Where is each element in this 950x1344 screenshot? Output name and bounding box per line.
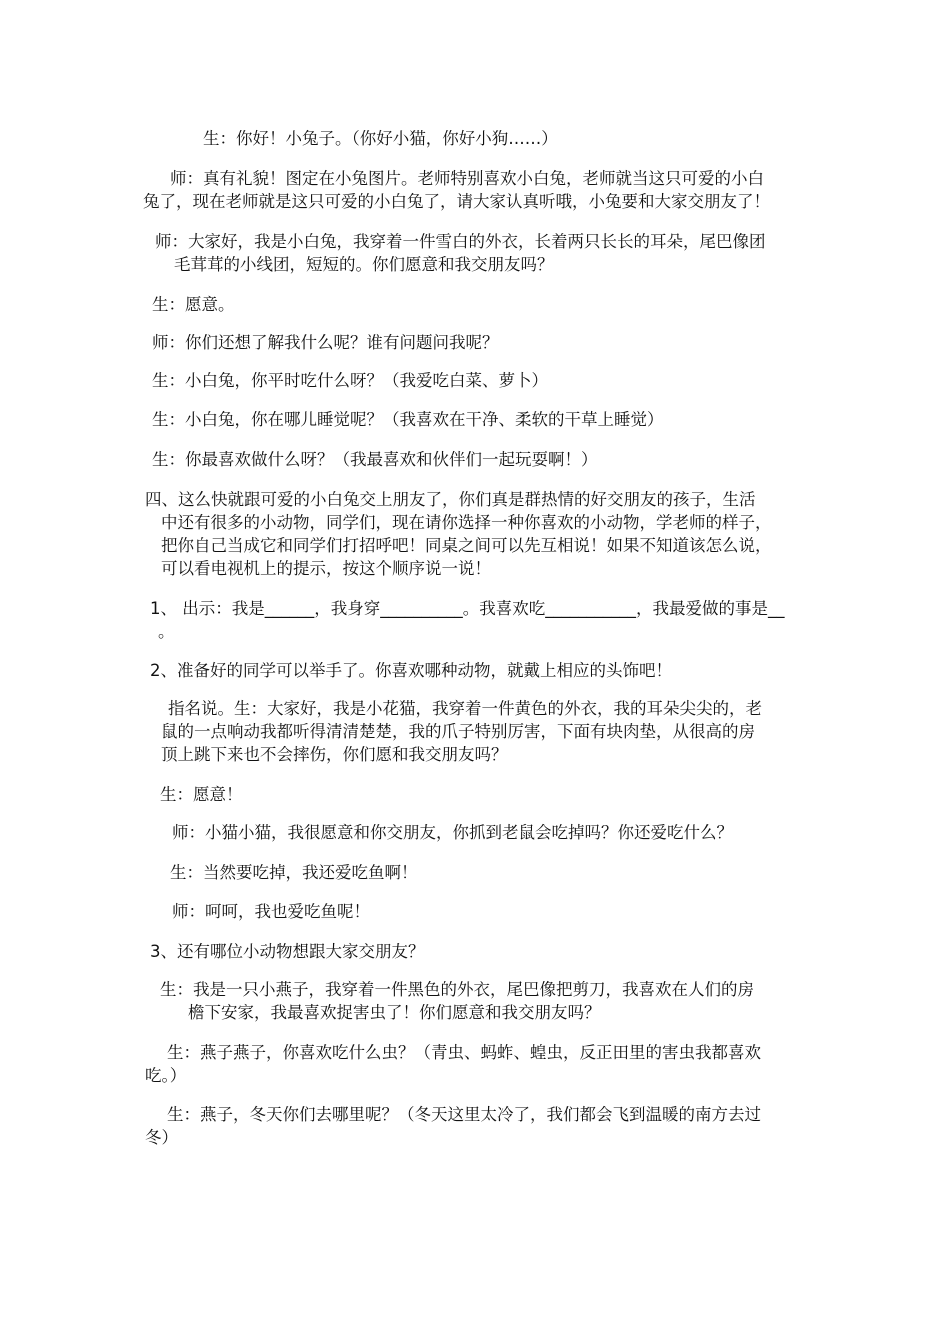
text-line: 顶上跳下来也不会摔伤，你们愿和我交朋友吗？ bbox=[161, 745, 508, 764]
text-line: 中还有很多的小动物，同学们，现在请你选择一种你喜欢的小动物，学老师的样子， bbox=[161, 513, 772, 532]
text-line: 指名说。生：大家好，我是小花猫，我穿着一件黄色的外衣，我的耳朵尖尖的，老 bbox=[168, 699, 762, 718]
text-line: 鼠的一点响动我都听得清清楚楚，我的爪子特别厉害，下面有块肉垫，从很高的房 bbox=[161, 722, 755, 741]
dialogue-teacher-fish bbox=[172, 900, 370, 923]
text-line: 3、还有哪位小动物想跟大家交朋友？ bbox=[150, 942, 425, 961]
dialogue-student-yes bbox=[152, 293, 235, 316]
text-line: 生：燕子，冬天你们去哪里呢？（冬天这里太冷了，我们都会飞到温暖的南方去过 bbox=[167, 1105, 761, 1124]
text-line: 檐下安家，我最喜欢捉害虫了！你们愿意和我交朋友吗？ bbox=[188, 1003, 601, 1022]
section-four bbox=[145, 488, 772, 580]
text-line: 生：你最喜欢做什么呀？（我最喜欢和伙伴们一起玩耍啊！） bbox=[152, 450, 598, 469]
text-line: 生：燕子燕子，你喜欢吃什么虫？（青虫、蚂蚱、蝗虫，反正田里的害虫我都喜欢 bbox=[167, 1043, 761, 1062]
dialogue-teacher-rabbit-speech bbox=[155, 230, 766, 276]
dialogue-student-insects bbox=[145, 1041, 761, 1087]
text-line: 生：小白兔，你在哪儿睡觉呢？（我喜欢在干净、柔软的干草上睡觉） bbox=[152, 410, 664, 429]
dialogue-student-winter bbox=[145, 1103, 761, 1149]
step-one-prompt bbox=[150, 597, 785, 643]
text-line: 师：大家好，我是小白兔，我穿着一件雪白的外衣，长着两只长长的耳朵，尾巴像团 bbox=[155, 232, 766, 251]
text-line: 兔了，现在老师就是这只可爱的小白兔了，请大家认真听哦，小兔要和大家交朋友了！ bbox=[143, 192, 770, 211]
text-line: 2、准备好的同学可以举手了。你喜欢哪种动物，就戴上相应的头饰吧！ bbox=[150, 661, 672, 680]
step-three bbox=[150, 940, 425, 963]
text-line: 吃。） bbox=[145, 1066, 187, 1085]
text-line: 生：当然要吃掉，我还爱吃鱼啊！ bbox=[170, 863, 418, 882]
text-line: 四、这么快就跟可爱的小白兔交上朋友了，你们真是群热情的好交朋友的孩子，生活 bbox=[145, 490, 756, 509]
text-line: 师：你们还想了解我什么呢？谁有问题问我呢？ bbox=[152, 333, 499, 352]
dialogue-student-sleep bbox=[152, 408, 664, 431]
text-line: 生：我是一只小燕子，我穿着一件黑色的外衣，尾巴像把剪刀，我喜欢在人们的房 bbox=[160, 980, 754, 999]
text-line: 毛茸茸的小线团，短短的。你们愿意和我交朋友吗？ bbox=[174, 255, 554, 274]
text-line: 生：愿意。 bbox=[152, 295, 235, 314]
dialogue-student-cat bbox=[161, 697, 762, 766]
text-line: 生：小白兔，你平时吃什么呀？（我爱吃白菜、萝卜） bbox=[152, 371, 548, 390]
dialogue-student-yes-2 bbox=[160, 783, 243, 806]
text-line: 师：呵呵，我也爱吃鱼呢！ bbox=[172, 902, 370, 921]
step-two bbox=[150, 659, 672, 682]
dialogue-student-cat-answer bbox=[170, 861, 418, 884]
dialogue-teacher-cat-question bbox=[172, 821, 733, 844]
text-line: 生：愿意！ bbox=[160, 785, 243, 804]
dialogue-student-swallow bbox=[160, 978, 754, 1024]
dialogue-student-food bbox=[152, 369, 548, 392]
text-line: 1、 出示：我是______，我身穿__________。我喜欢吃___________，我最爱做的事是__ bbox=[150, 599, 785, 618]
dialogue-student-hobby bbox=[152, 448, 598, 471]
text-line: 可以看电视机上的提示，按这个顺序说一说！ bbox=[161, 559, 491, 578]
text-line: 把你自己当成它和同学们打招呼吧！同桌之间可以先互相说！如果不知道该怎么说， bbox=[161, 536, 772, 555]
dialogue-teacher-intro bbox=[143, 167, 770, 213]
text-line: 师：小猫小猫，我很愿意和你交朋友，你抓到老鼠会吃掉吗？你还爱吃什么？ bbox=[172, 823, 733, 842]
dialogue-student-greeting bbox=[203, 127, 558, 150]
text-line: 冬） bbox=[145, 1128, 178, 1147]
text-line: 师：真有礼貌！图定在小兔图片。老师特别喜欢小白兔，老师就当这只可爱的小白 bbox=[170, 169, 764, 188]
text-line: 生：你好！小兔子。（你好小猫，你好小狗……） bbox=[203, 129, 558, 148]
text-line: 。 bbox=[158, 622, 175, 641]
dialogue-teacher-question bbox=[152, 331, 499, 354]
